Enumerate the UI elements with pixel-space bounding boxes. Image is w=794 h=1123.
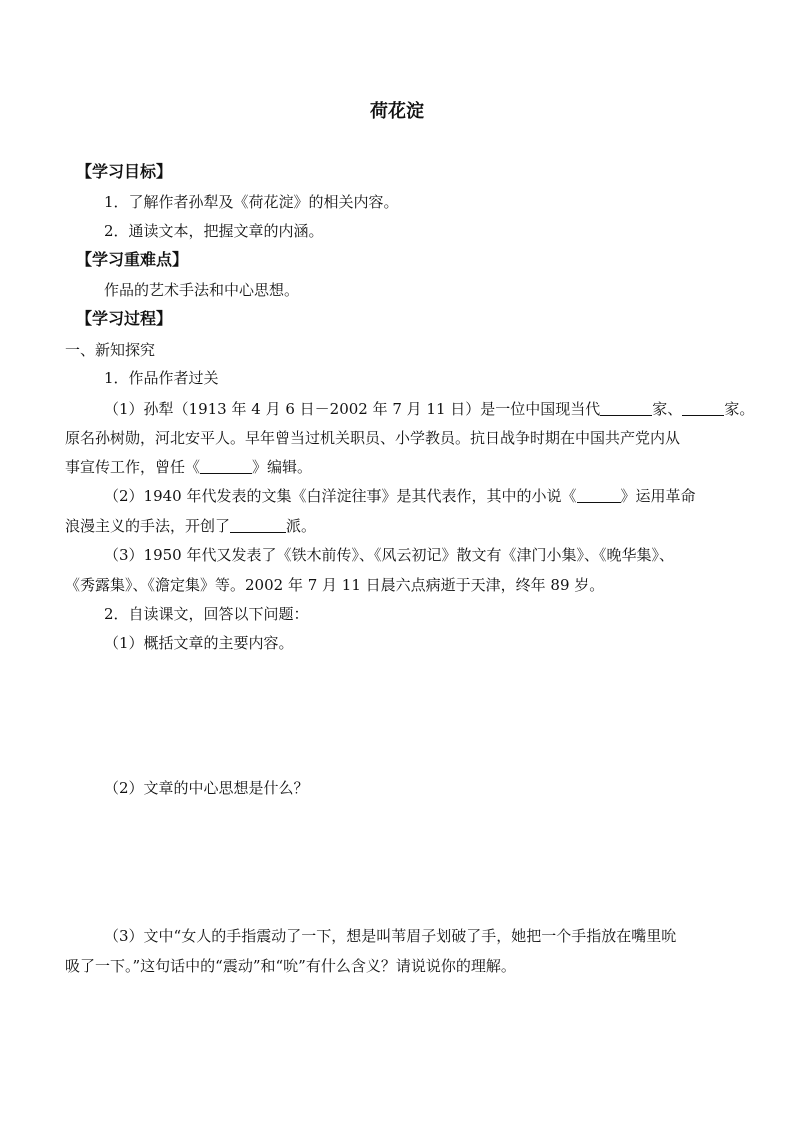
q1-2-line2-b: 派。 <box>286 517 317 535</box>
q1-1-line2: 原名孙树勋，河北安平人。早年曾当过机关职员、小学教员。抗日战争时期在中国共产党内从 <box>65 429 681 447</box>
part1-title: 一、新知探究 <box>65 341 156 359</box>
fill-blank[interactable] <box>600 401 652 416</box>
fill-blank[interactable] <box>577 488 621 503</box>
q1-1-line1 <box>104 399 754 419</box>
q1-3-line1: （3）1950 年代又发表了《铁木前传》、《风云初记》散文有《津门小集》、《晚华集》、 <box>104 546 674 564</box>
q2-1-prompt: （1）概括文章的主要内容。 <box>104 634 294 652</box>
q1-2-text-a: （2）1940 年代发表的文集《白洋淀往事》是其代表作，其中的小说《 <box>104 487 577 505</box>
q1-2-line2 <box>65 516 316 536</box>
q1-1-line3-b: 》编辑。 <box>252 458 313 476</box>
q1-2-line1 <box>104 486 696 506</box>
section-heading-key-points: 【学习重难点】 <box>76 250 189 269</box>
q1-2-line2-a: 浪漫主义的手法，开创了 <box>65 517 231 535</box>
question-1-title: 1．作品作者过关 <box>104 369 219 387</box>
q2-3-line2: 吸了一下。”这句话中的“震动”和“吮”有什么含义？请说说你的理解。 <box>65 957 516 975</box>
section-heading-process: 【学习过程】 <box>76 309 173 328</box>
page-title: 荷花淀 <box>370 101 424 122</box>
section-heading-goals: 【学习目标】 <box>76 162 173 181</box>
q1-1-text-c: 家。 <box>724 400 755 418</box>
fill-blank[interactable] <box>230 518 286 533</box>
goal-item-2: 2．通读文本，把握文章的内涵。 <box>104 222 324 240</box>
key-points-text: 作品的艺术手法和中心思想。 <box>104 281 300 299</box>
q2-3-line1: （3）文中“女人的手指震动了一下，想是叫苇眉子划破了手，她把一个手指放在嘴里吮 <box>104 927 677 945</box>
q1-1-line3-a: 事宣传工作，曾任《 <box>65 458 201 476</box>
q1-2-text-b: 》运用革命 <box>620 487 696 505</box>
q1-1-line3 <box>65 457 312 477</box>
q1-1-text-b: 家、 <box>652 400 683 418</box>
question-2-title: 2．自读课文，回答以下问题： <box>104 605 309 623</box>
fill-blank[interactable] <box>200 459 252 474</box>
q2-2-prompt: （2）文章的中心思想是什么？ <box>104 779 309 797</box>
fill-blank[interactable] <box>682 401 724 416</box>
q1-1-text-a: （1）孙犁（1913 年 4 月 6 日－2002 年 7 月 11 日）是一位中国现当代 <box>104 400 601 418</box>
goal-item-1: 1．了解作者孙犁及《荷花淀》的相关内容。 <box>104 193 399 211</box>
q1-3-line2: 《秀露集》、《澹定集》等。2002 年 7 月 11 日晨六点病逝于天津，终年 89 岁。 <box>65 576 605 594</box>
